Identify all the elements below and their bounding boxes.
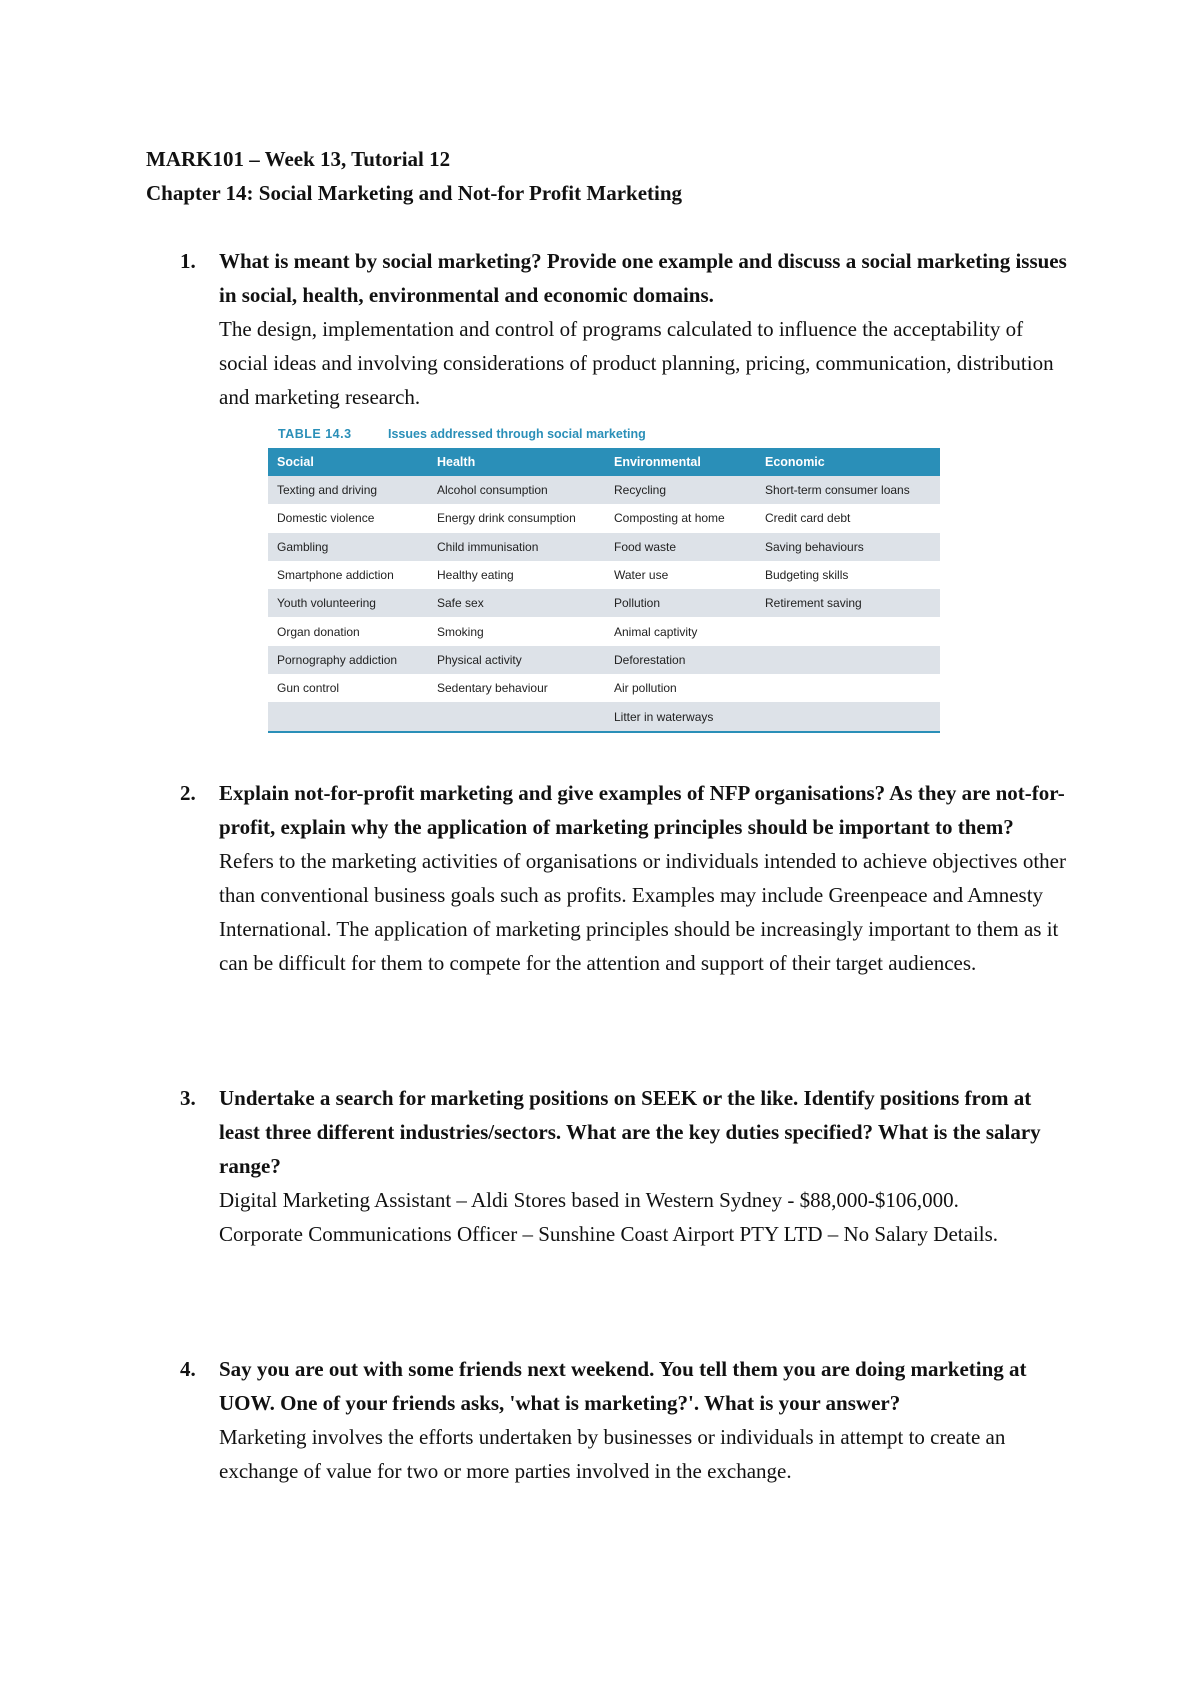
table-cell: Recycling bbox=[605, 476, 756, 504]
column-header: Environmental bbox=[605, 448, 756, 476]
table-cell bbox=[756, 646, 940, 674]
issues-table bbox=[268, 448, 940, 731]
table-cell: Animal captivity bbox=[605, 617, 756, 645]
table-cell bbox=[428, 702, 605, 730]
table-cell: Gambling bbox=[268, 533, 428, 561]
table-cell bbox=[268, 702, 428, 730]
answer-text: Corporate Communications Officer – Sunshine Coast Airport PTY LTD – No Salary Details. bbox=[219, 1222, 999, 1246]
column-header: Social bbox=[268, 448, 428, 476]
table-cell bbox=[756, 617, 940, 645]
table-title: Issues addressed through social marketing bbox=[388, 427, 646, 441]
table-row bbox=[268, 533, 940, 561]
table-cell: Sedentary behaviour bbox=[428, 674, 605, 702]
table-cell: Safe sex bbox=[428, 589, 605, 617]
table-row bbox=[268, 674, 940, 702]
answer-text: The design, implementation and control of programs calculated to influence the acceptability of social ideas and involving considerations of product planning, pricing, communication, distribution and marketing research. bbox=[219, 317, 1054, 409]
table-cell: Texting and driving bbox=[268, 476, 428, 504]
question-text: Say you are out with some friends next weekend. You tell them you are doing marketing at UOW. One of your friends asks, 'what is marketing?'. What is your answer? bbox=[219, 1357, 1027, 1415]
table-row bbox=[268, 476, 940, 504]
table-header-row bbox=[268, 448, 940, 476]
table-cell: Smartphone addiction bbox=[268, 561, 428, 589]
table-cell: Youth volunteering bbox=[268, 589, 428, 617]
column-header: Economic bbox=[756, 448, 940, 476]
course-title: MARK101 – Week 13, Tutorial 12 bbox=[146, 147, 451, 171]
table-label: TABLE 14.3 bbox=[278, 427, 352, 441]
table-caption bbox=[268, 420, 940, 448]
table-cell: Organ donation bbox=[268, 617, 428, 645]
table-row bbox=[268, 702, 940, 730]
table-cell: Pornography addiction bbox=[268, 646, 428, 674]
table-row bbox=[268, 504, 940, 532]
table-cell: Energy drink consumption bbox=[428, 504, 605, 532]
table-cell: Alcohol consumption bbox=[428, 476, 605, 504]
table-cell: Pollution bbox=[605, 589, 756, 617]
table-cell: Short-term consumer loans bbox=[756, 476, 940, 504]
table-cell: Domestic violence bbox=[268, 504, 428, 532]
social-marketing-table-figure bbox=[268, 420, 940, 733]
table-cell: Smoking bbox=[428, 617, 605, 645]
question-number: 3. bbox=[180, 1086, 196, 1110]
table-cell: Air pollution bbox=[605, 674, 756, 702]
table-cell: Food waste bbox=[605, 533, 756, 561]
table-row bbox=[268, 646, 940, 674]
table-cell: Saving behaviours bbox=[756, 533, 940, 561]
table-cell: Healthy eating bbox=[428, 561, 605, 589]
answer-text: Refers to the marketing activities of organisations or individuals intended to achieve objectives other than conventional business goals such as profits. Examples may include Greenpeace and Amnesty International. The application of marketing principles should be increasingly important to them as it can be difficult for them to compete for the attention and support of their target audiences. bbox=[219, 849, 1066, 975]
table-row bbox=[268, 561, 940, 589]
answer-text: Digital Marketing Assistant – Aldi Stores based in Western Sydney - $88,000-$106,000. bbox=[219, 1188, 959, 1212]
question-number: 4. bbox=[180, 1357, 196, 1381]
table-cell: Gun control bbox=[268, 674, 428, 702]
table-cell: Retirement saving bbox=[756, 589, 940, 617]
question-text: What is meant by social marketing? Provide one example and discuss a social marketing issues in social, health, environmental and economic domains. bbox=[219, 249, 1067, 307]
table-cell bbox=[756, 674, 940, 702]
question-number: 1. bbox=[180, 249, 196, 273]
question-text: Undertake a search for marketing positions on SEEK or the like. Identify positions from at least three different industries/sectors. What are the key duties specified? What is the salary range? bbox=[219, 1086, 1041, 1178]
column-header: Health bbox=[428, 448, 605, 476]
table-cell: Water use bbox=[605, 561, 756, 589]
table-cell: Deforestation bbox=[605, 646, 756, 674]
question-number: 2. bbox=[180, 781, 196, 805]
table-bottom-rule bbox=[268, 731, 940, 733]
table-cell: Credit card debt bbox=[756, 504, 940, 532]
answer-text: Marketing involves the efforts undertaken by businesses or individuals in attempt to create an exchange of value for two or more parties involved in the exchange. bbox=[219, 1425, 1006, 1483]
table-row bbox=[268, 589, 940, 617]
table-row bbox=[268, 617, 940, 645]
table-cell: Composting at home bbox=[605, 504, 756, 532]
table-cell: Physical activity bbox=[428, 646, 605, 674]
table-cell bbox=[756, 702, 940, 730]
question-text: Explain not-for-profit marketing and give examples of NFP organisations? As they are not-for-profit, explain why the application of marketing principles should be important to them? bbox=[219, 781, 1065, 839]
table-cell: Litter in waterways bbox=[605, 702, 756, 730]
table-cell: Child immunisation bbox=[428, 533, 605, 561]
chapter-title: Chapter 14: Social Marketing and Not-for Profit Marketing bbox=[146, 181, 683, 205]
table-cell: Budgeting skills bbox=[756, 561, 940, 589]
